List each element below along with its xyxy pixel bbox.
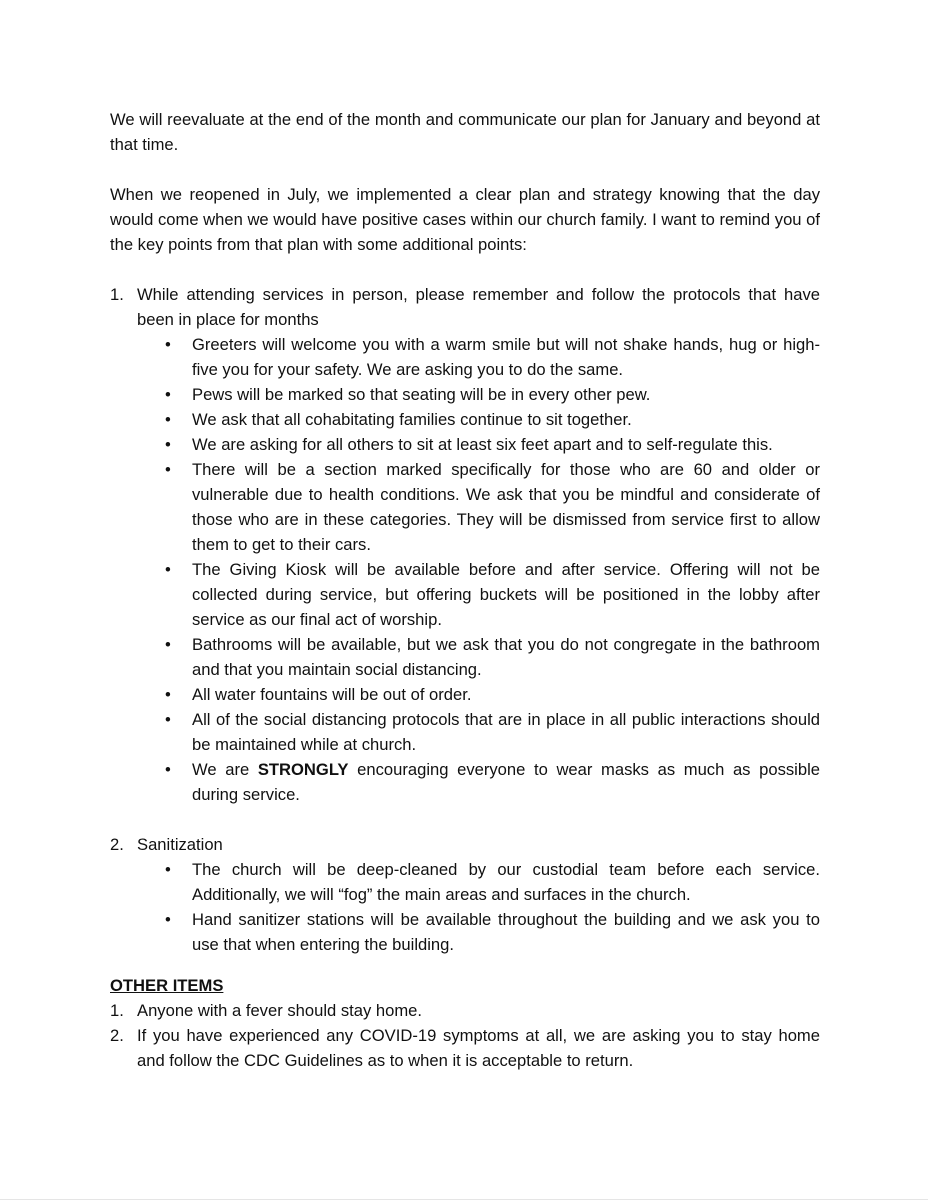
bullet-item: • Hand sanitizer stations will be available throughout the building and we ask you to use that when entering the building. bbox=[165, 907, 820, 957]
other-item-text: Anyone with a fever should stay home. bbox=[137, 1001, 423, 1020]
bullet-icon: • bbox=[165, 335, 171, 354]
other-items-heading: OTHER ITEMS bbox=[110, 976, 224, 995]
bullet-icon: • bbox=[165, 635, 171, 654]
list-number: 1. bbox=[110, 1001, 124, 1020]
bullet-icon: • bbox=[165, 410, 171, 429]
other-item bbox=[110, 998, 820, 1023]
bullet-item: • Greeters will welcome you with a warm smile but will not shake hands, hug or high-five you for your safety. We are asking you to do the same. bbox=[165, 332, 820, 382]
list-item-sanitization bbox=[110, 832, 820, 957]
bullet-icon: • bbox=[165, 710, 171, 729]
paragraph-reopened: When we reopened in July, we implemented a clear plan and strategy knowing that the day would come when we would have positive cases within our church family. I want to remind you of the key points from that plan with some additional points: bbox=[110, 185, 820, 254]
bullet-item: • There will be a section marked specifically for those who are 60 and older or vulnerable due to health conditions. We ask that you be mindful and considerate of those who are in these categories. They will be dismissed from service first to allow them to get to their cars. bbox=[165, 457, 820, 557]
bullet-icon: • bbox=[165, 460, 171, 479]
bullet-item: • We are asking for all others to sit at least six feet apart and to self-regulate this. bbox=[165, 432, 820, 457]
bullet-item: • All of the social distancing protocols that are in place in all public interactions should be maintained while at church. bbox=[165, 707, 820, 757]
other-item-text: If you have experienced any COVID-19 symptoms at all, we are asking you to stay home and follow the CDC Guidelines as to when it is acceptable to return. bbox=[137, 1026, 820, 1070]
other-items-list bbox=[110, 998, 820, 1073]
list-item-protocols bbox=[110, 282, 820, 807]
other-item bbox=[110, 1023, 820, 1073]
bullet-item: • Bathrooms will be available, but we ask that you do not congregate in the bathroom and that you maintain social distancing. bbox=[165, 632, 820, 682]
paragraph-reevaluate: We will reevaluate at the end of the month and communicate our plan for January and beyond at that time. bbox=[110, 110, 820, 154]
bullet-icon: • bbox=[165, 560, 171, 579]
strongly-emphasis: STRONGLY bbox=[257, 760, 349, 779]
protocol-bullets bbox=[110, 332, 820, 807]
protocol-list bbox=[110, 282, 820, 957]
list-item-text: Sanitization bbox=[137, 835, 223, 854]
list-number: 2. bbox=[110, 835, 124, 854]
bullet-icon: • bbox=[165, 860, 171, 879]
list-number: 1. bbox=[110, 285, 124, 304]
bullet-icon: • bbox=[165, 385, 171, 404]
list-number: 2. bbox=[110, 1026, 124, 1045]
bullet-item: • All water fountains will be out of order. bbox=[165, 682, 820, 707]
list-item-text: While attending services in person, please remember and follow the protocols that have been in place for months bbox=[137, 285, 820, 329]
bullet-item-masks: • We are STRONGLY encouraging everyone to wear masks as much as possible during service. bbox=[165, 757, 820, 807]
bullet-item: • We ask that all cohabitating families continue to sit together. bbox=[165, 407, 820, 432]
list-spacer bbox=[110, 807, 820, 832]
bullet-item: • Pews will be marked so that seating will be in every other pew. bbox=[165, 382, 820, 407]
bullet-item: • The church will be deep-cleaned by our custodial team before each service. Additionally, we will “fog” the main areas and surfaces in the church. bbox=[165, 857, 820, 907]
bullet-item: • The Giving Kiosk will be available before and after service. Offering will not be collected during service, but offering buckets will be positioned in the lobby after service as our final act of worship. bbox=[165, 557, 820, 632]
bullet-icon: • bbox=[165, 685, 171, 704]
bullet-icon: • bbox=[165, 760, 171, 779]
bullet-icon: • bbox=[165, 910, 171, 929]
sanitization-bullets bbox=[110, 857, 820, 957]
bullet-icon: • bbox=[165, 435, 171, 454]
